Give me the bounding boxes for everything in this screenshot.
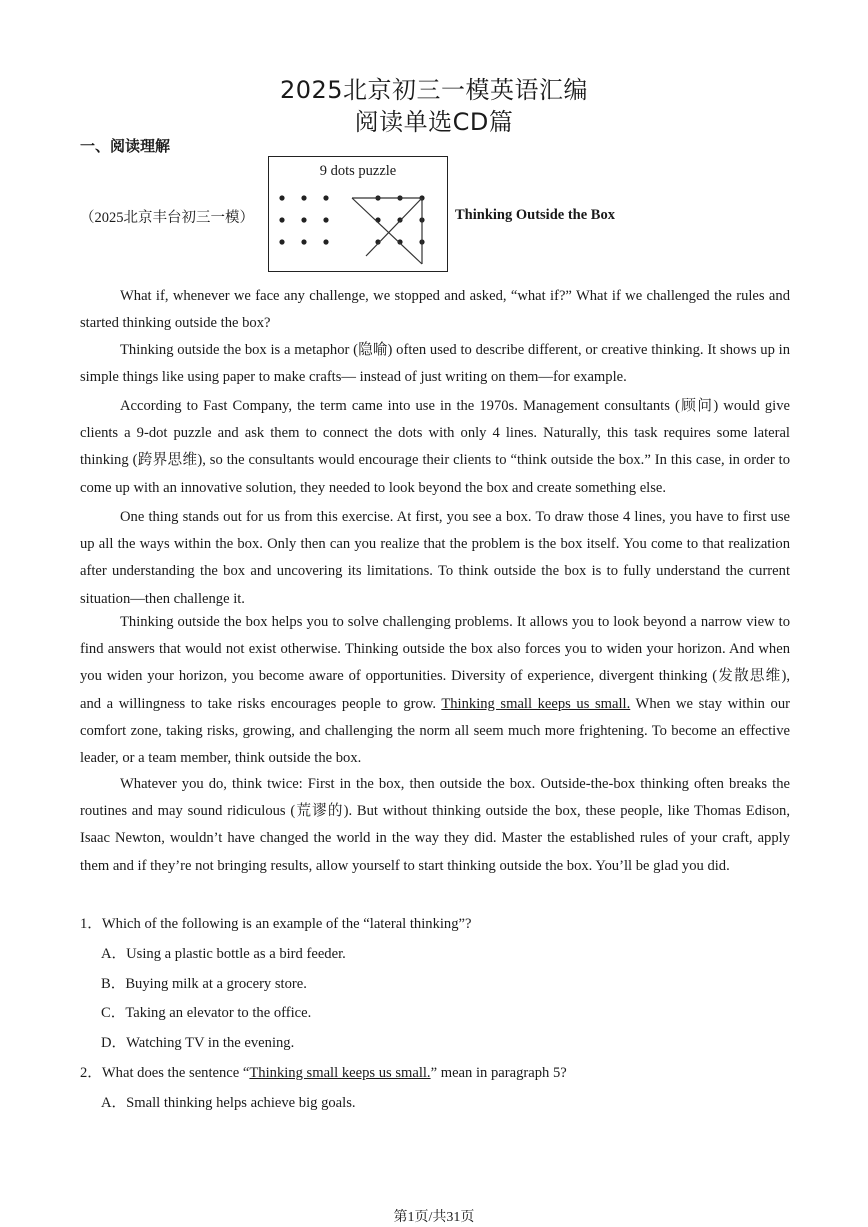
document-title: 2025北京初三一模英语汇编 bbox=[279, 76, 589, 104]
page-number: 第1页/共31页 bbox=[393, 1210, 475, 1225]
question-1-option-b: B．Buying milk at a grocery store. bbox=[101, 976, 307, 992]
nine-dots-puzzle-figure bbox=[268, 156, 448, 272]
question-2-option-a: A．Small thinking helps achieve big goals. bbox=[101, 1095, 356, 1111]
dot bbox=[323, 217, 328, 222]
paragraph-4: One thing stands out for us from this exercise. At first, you see a box. To draw those 4 lines, you have to first use up all the ways within the box. Only then can you realize that the problem is the box itself. You come to that realization after understanding the box and uncovering its limitations. To think outside the box is to fully understand the current situation—then challenge it. bbox=[80, 509, 790, 607]
question-1-option-c: C．Taking an elevator to the office. bbox=[101, 1005, 312, 1021]
puzzle-diagram bbox=[269, 157, 449, 273]
passage-title: Thinking Outside the Box bbox=[455, 207, 615, 223]
question-2-text-a: 2．What does the sentence “ bbox=[80, 1065, 250, 1081]
section-heading: 一、阅读理解 bbox=[80, 137, 171, 155]
question-1-option-d: D．Watching TV in the evening. bbox=[101, 1035, 295, 1051]
paragraph-5-text-a: Thinking outside the box helps you to solve challenging problems. It allows you to look beyond a narrow view to find answers that would not exist otherwise. Thinking outside the box also forces you to widen your horizon. And when you widen your horizon, you become aware of opportunities. Diversity of experience, divergent thinking (发散思维), and a willingness to take risks encourages people to grow. bbox=[80, 614, 790, 712]
solution-line bbox=[366, 198, 422, 256]
dot bbox=[301, 217, 306, 222]
dot bbox=[279, 217, 284, 222]
paragraph-1: What if, whenever we face any challenge, we stopped and asked, “what if?” What if we challenged the rules and started thinking outside the box? bbox=[80, 288, 790, 332]
question-1-option-a: A．Using a plastic bottle as a bird feeder. bbox=[101, 946, 346, 962]
paragraph-5 bbox=[80, 609, 790, 772]
puzzle-caption: 9 dots puzzle bbox=[319, 163, 397, 179]
solution-lines bbox=[352, 198, 422, 264]
question-2-quoted-sentence: Thinking small keeps us small. bbox=[249, 1065, 431, 1081]
dot bbox=[279, 195, 284, 200]
dot bbox=[323, 195, 328, 200]
question-2 bbox=[80, 1061, 567, 1082]
dot bbox=[301, 239, 306, 244]
question-1: 1．Which of the following is an example of the “lateral thinking”? bbox=[80, 916, 472, 932]
underlined-sentence: Thinking small keeps us small. bbox=[441, 695, 631, 712]
dot bbox=[301, 195, 306, 200]
document-subtitle: 阅读单选CD篇 bbox=[354, 108, 514, 136]
dot-grid-left bbox=[279, 195, 328, 244]
dot bbox=[323, 239, 328, 244]
solution-line bbox=[352, 198, 422, 264]
paragraph-5-text-b: When we stay within our comfort zone, taking risks, growing, and challenging the norm all seem much more frightening. To become an effective leader, or a team member, think outside the box. bbox=[80, 695, 790, 767]
paragraph-3: According to Fast Company, the term came into use in the 1970s. Management consultants (顾问) would give clients a 9-dot puzzle and ask them to connect the dots with only 4 lines. Naturally, this task requires some lateral thinking (跨界思维), so the consultants would encourage their clients to “think outside the box.” In this case, in order to come up with an innovative solution, they needed to look beyond the box and create something else. bbox=[80, 398, 790, 496]
paragraph-2: Thinking outside the box is a metaphor (隐喻) often used to describe different, or creative thinking. It shows up in simple things like using paper to make crafts— instead of just writing on them—for example. bbox=[80, 342, 790, 386]
exam-source: （2025北京丰台初三一模） bbox=[80, 210, 254, 226]
dot bbox=[279, 239, 284, 244]
paragraph-6: Whatever you do, think twice: First in the box, then outside the box. Outside-the-box thinking often breaks the routines and may sound ridiculous (荒谬的). But without thinking outside the box, these people, like Thomas Edison, Isaac Newton, wouldn’t have changed the world in the way they did. Master the established rules of your craft, apply them and if they’re not bringing results, allow yourself to start thinking outside the box. You’ll be glad you did. bbox=[80, 776, 790, 874]
question-2-text-b: ” mean in paragraph 5? bbox=[430, 1065, 567, 1081]
